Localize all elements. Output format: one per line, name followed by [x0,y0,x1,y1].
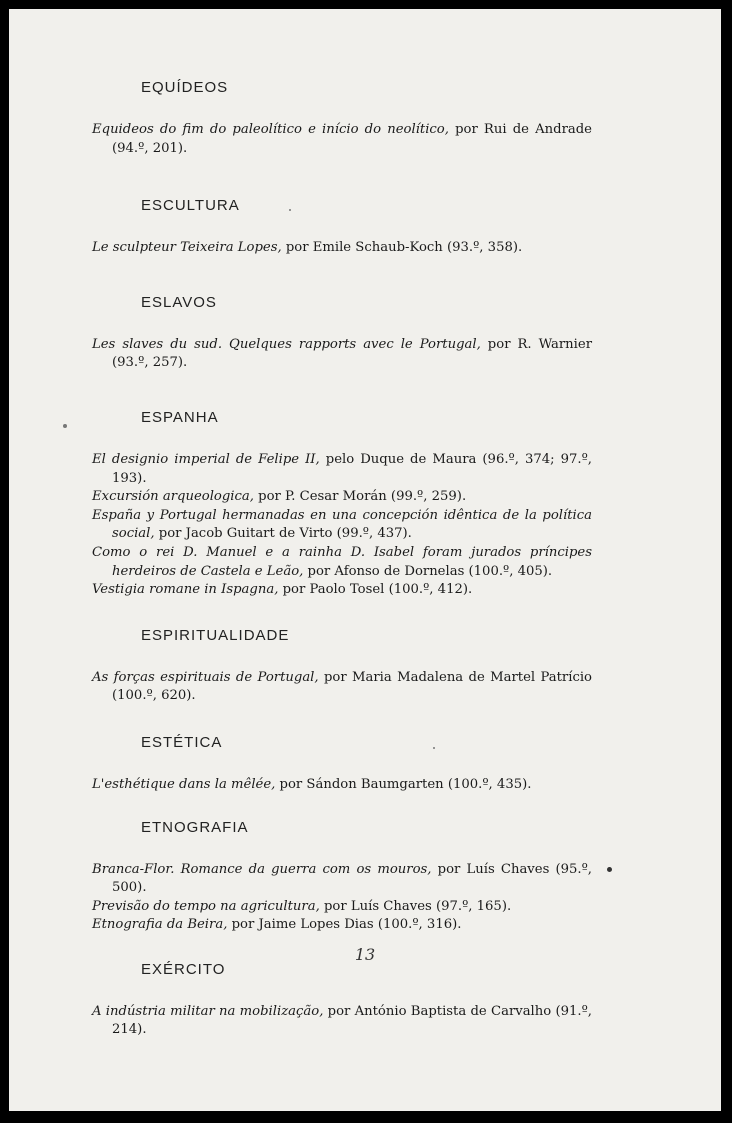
entry-list [92,861,592,935]
entry-title: Etnografia da Beira, [92,917,228,933]
section-escultura [92,195,592,258]
entry-title: Como o rei D. Manuel e a rainha D. Isabel foram jurados príncipes herdeiros de Castela e Leão, [92,544,592,579]
section-espiritualidade [92,625,592,706]
section-heading: ESTÉTICA [141,733,223,751]
entry-author-ref: pelo Duque de Maura (96.º, 374; 97.º, 193). [112,451,592,486]
entry [92,898,592,917]
entry-title: Vestigia romane in Ispagna, [92,582,279,598]
entry-author-ref: por Luís Chaves (97.º, 165). [319,898,512,914]
entry-author-ref: por Maria Madalena de Martel Patrício (100.º, 620). [112,669,592,704]
section-estetica [92,732,592,795]
index-sections [92,77,592,1040]
entry-author-ref: por Jaime Lopes Dias (100.º, 316). [227,917,462,933]
entry-title: A indústria militar na mobilização, [92,1003,324,1019]
section-heading: ESLAVOS [141,293,217,311]
entry-title: Le sculpteur Teixeira Lopes, [92,240,282,256]
entry [92,336,592,373]
entry [92,776,592,795]
entry-author-ref: por Paolo Tosel (100.º, 412). [278,582,473,598]
entry-title: Branca-Flor. Romance da guerra com os mouros, [92,861,432,877]
entry-list [92,1003,592,1040]
entry-list [92,776,592,795]
section-heading: EXÉRCITO [141,960,226,978]
entry-author-ref: por Jacob Guitart de Virto (99.º, 437). [154,526,412,542]
section-heading: EQUÍDEOS [141,79,229,96]
section-exercito [92,959,592,1040]
entry-author-ref: por António Baptista de Carvalho (91.º, 214). [112,1003,592,1038]
entry-author-ref: por P. Cesar Morán (99.º, 259). [253,489,467,505]
entry-title: El designio imperial de Felipe II, [92,451,320,467]
section-heading: ETNOGRAFIA [141,818,249,836]
entry-title: L'esthétique dans la mêlée, [92,776,276,792]
entry [92,861,592,898]
entry-title: Previsão do tempo na agricultura, [92,898,320,914]
entry-author-ref: por Rui de Andrade (94.º, 201). [112,122,592,156]
entry [92,916,592,935]
entry-title: Les slaves du sud. Quelques rapports avec le Portugal, [92,336,481,352]
section-heading: ESPIRITUALIDADE [141,626,290,644]
section-heading: ESPANHA [141,408,219,426]
section-eslavos [92,292,592,373]
entry-list [92,451,592,600]
section-heading: ESCULTURA [141,197,240,215]
page [9,9,721,1111]
entry-author-ref: por Emile Schaub-Koch (93.º, 358). [281,240,523,256]
entry [92,451,592,488]
section-etnografia [92,817,592,935]
ink-speck [433,747,435,749]
entry-author-ref: por Sándon Baumgarten (100.º, 435). [275,776,532,792]
entry [92,239,592,258]
entry-author-ref: por Luís Chaves (95.º, 500). [112,861,592,896]
entry-title: España y Portugal hermanadas en una concepción idêntica de la política social, [92,507,592,542]
entry-title: Excursión arqueologica, [92,489,254,505]
entry [92,669,592,706]
entry [92,544,592,581]
entry [92,488,592,507]
entry-list [92,336,592,373]
entry [92,507,592,544]
entry-author-ref: por R. Warnier (93.º, 257). [112,336,592,371]
entry-list [92,121,592,158]
entry-title: As forças espirituais de Portugal, [92,669,319,685]
entry [92,581,592,600]
entry [92,1003,592,1040]
entry-title: Equideos do fim do paleolítico e início do neolítico, [92,122,449,137]
ink-speck [607,867,612,872]
page-number: 13 [354,945,376,964]
entry-list [92,239,592,258]
entry-list [92,669,592,706]
section-espanha [92,407,592,600]
entry-author-ref: por Afonso de Dornelas (100.º, 405). [303,563,553,579]
entry [92,121,592,158]
section-equideos [92,77,592,158]
ink-speck [289,209,291,211]
ink-speck [63,424,67,428]
